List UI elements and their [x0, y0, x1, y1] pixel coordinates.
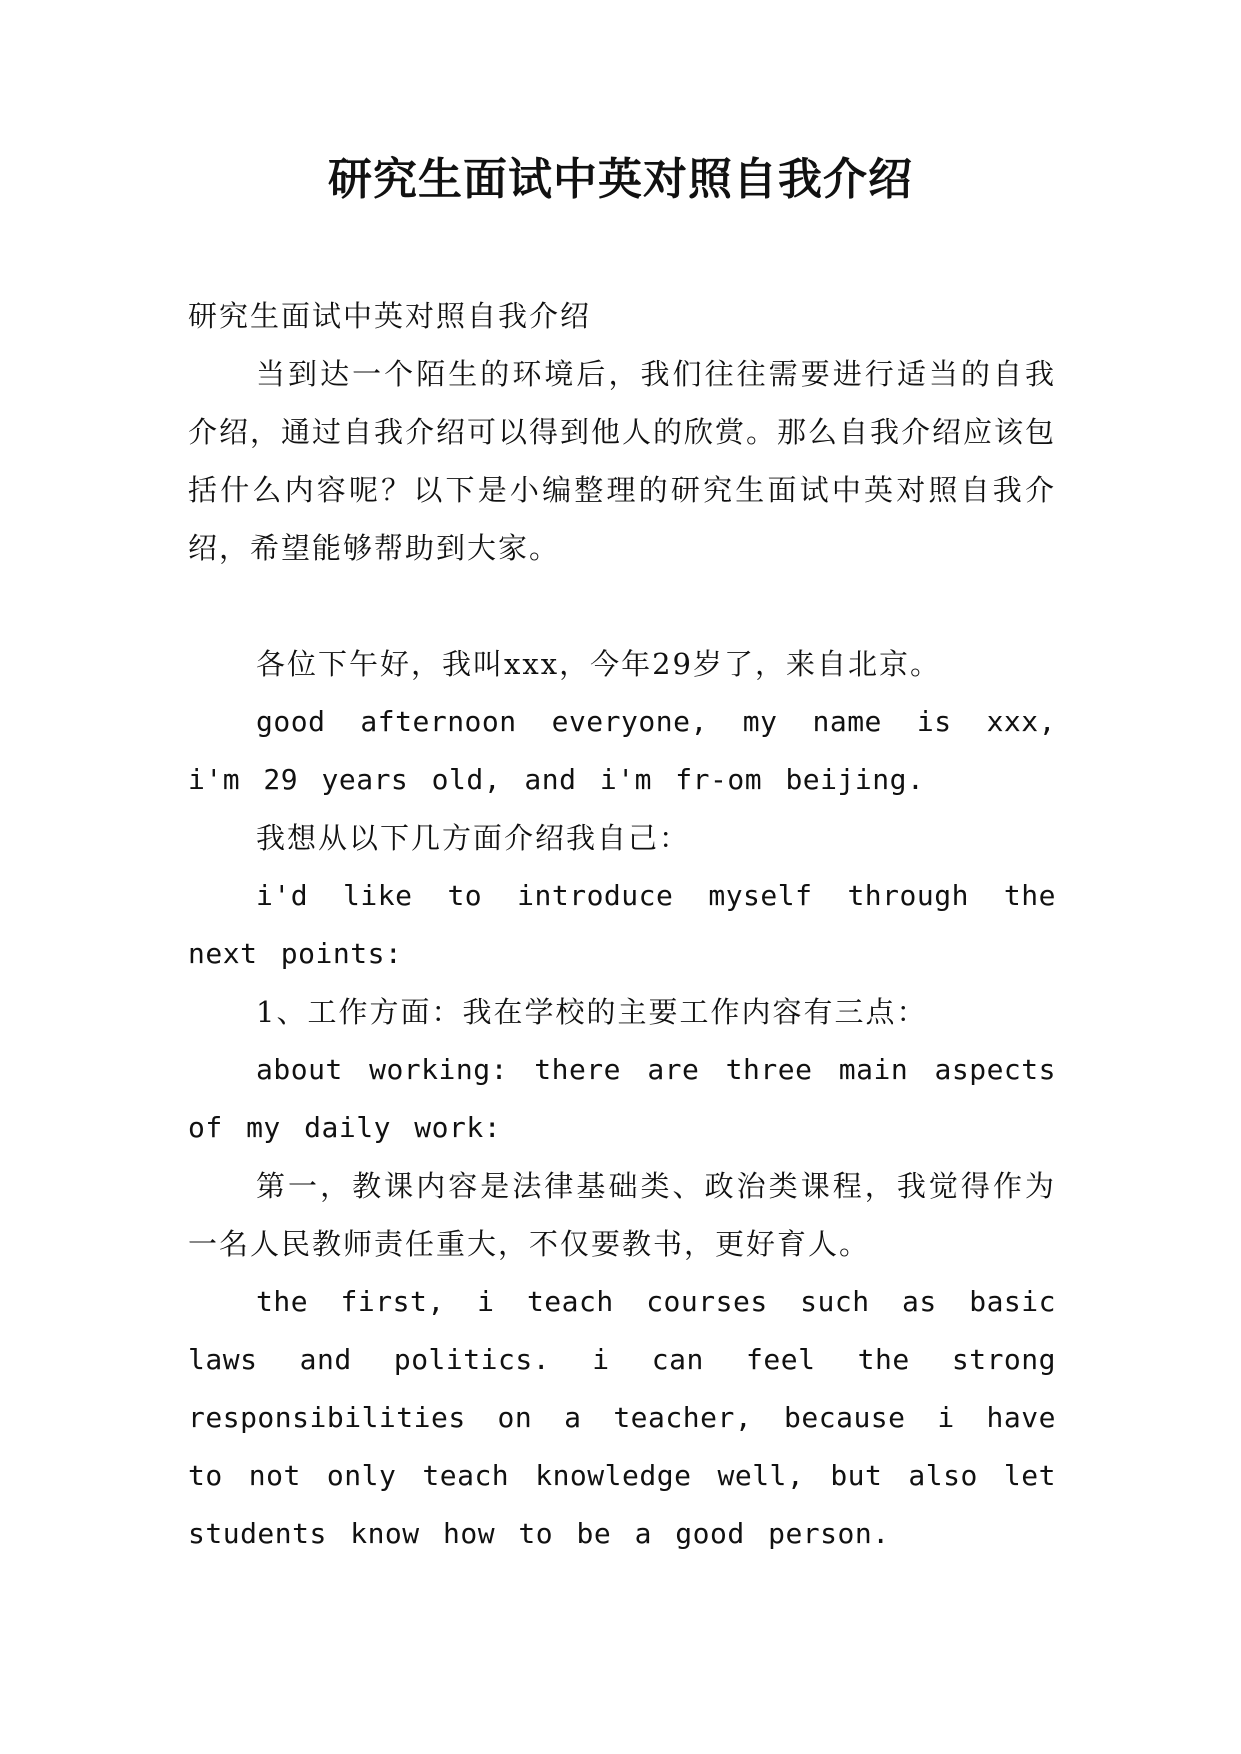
- document-body: [188, 287, 1056, 1563]
- points-intro-en: i'd like to introduce myself through the next points:: [188, 879, 1056, 970]
- greeting-en: good afternoon everyone, my name is xxx, i'm 29 years old, and i'm fr-om beijing.: [188, 705, 1056, 796]
- points-intro-zh: 我想从以下几方面介绍我自己：: [256, 821, 691, 855]
- paragraph-spacer: [188, 577, 1056, 635]
- work-heading-en: about working: there are three main aspects of my daily work:: [188, 1053, 1056, 1144]
- first-point-zh: 第一，教课内容是法律基础类、政治类课程，我觉得作为一名人民教师责任重大，不仅要教书，更好育人。: [188, 1169, 1056, 1261]
- document-subtitle: 研究生面试中英对照自我介绍: [188, 299, 592, 333]
- document-title: 研究生面试中英对照自我介绍: [328, 154, 913, 205]
- intro-paragraph: 当到达一个陌生的环境后，我们往往需要进行适当的自我介绍，通过自我介绍可以得到他人的欣赏。那么自我介绍应该包括什么内容呢？以下是小编整理的研究生面试中英对照自我介绍，希望能够帮助到大家。: [188, 357, 1057, 565]
- work-heading-zh: 1、工作方面：我在学校的主要工作内容有三点：: [256, 995, 928, 1029]
- first-point-en: the first, i teach courses such as basic laws and politics. i can feel the strong responsibilities on a teacher, because i have to not only teach knowledge well, but also let students know how to be a good person.: [188, 1285, 1056, 1550]
- greeting-zh: 各位下午好，我叫xxx，今年29岁了，来自北京。: [256, 647, 941, 681]
